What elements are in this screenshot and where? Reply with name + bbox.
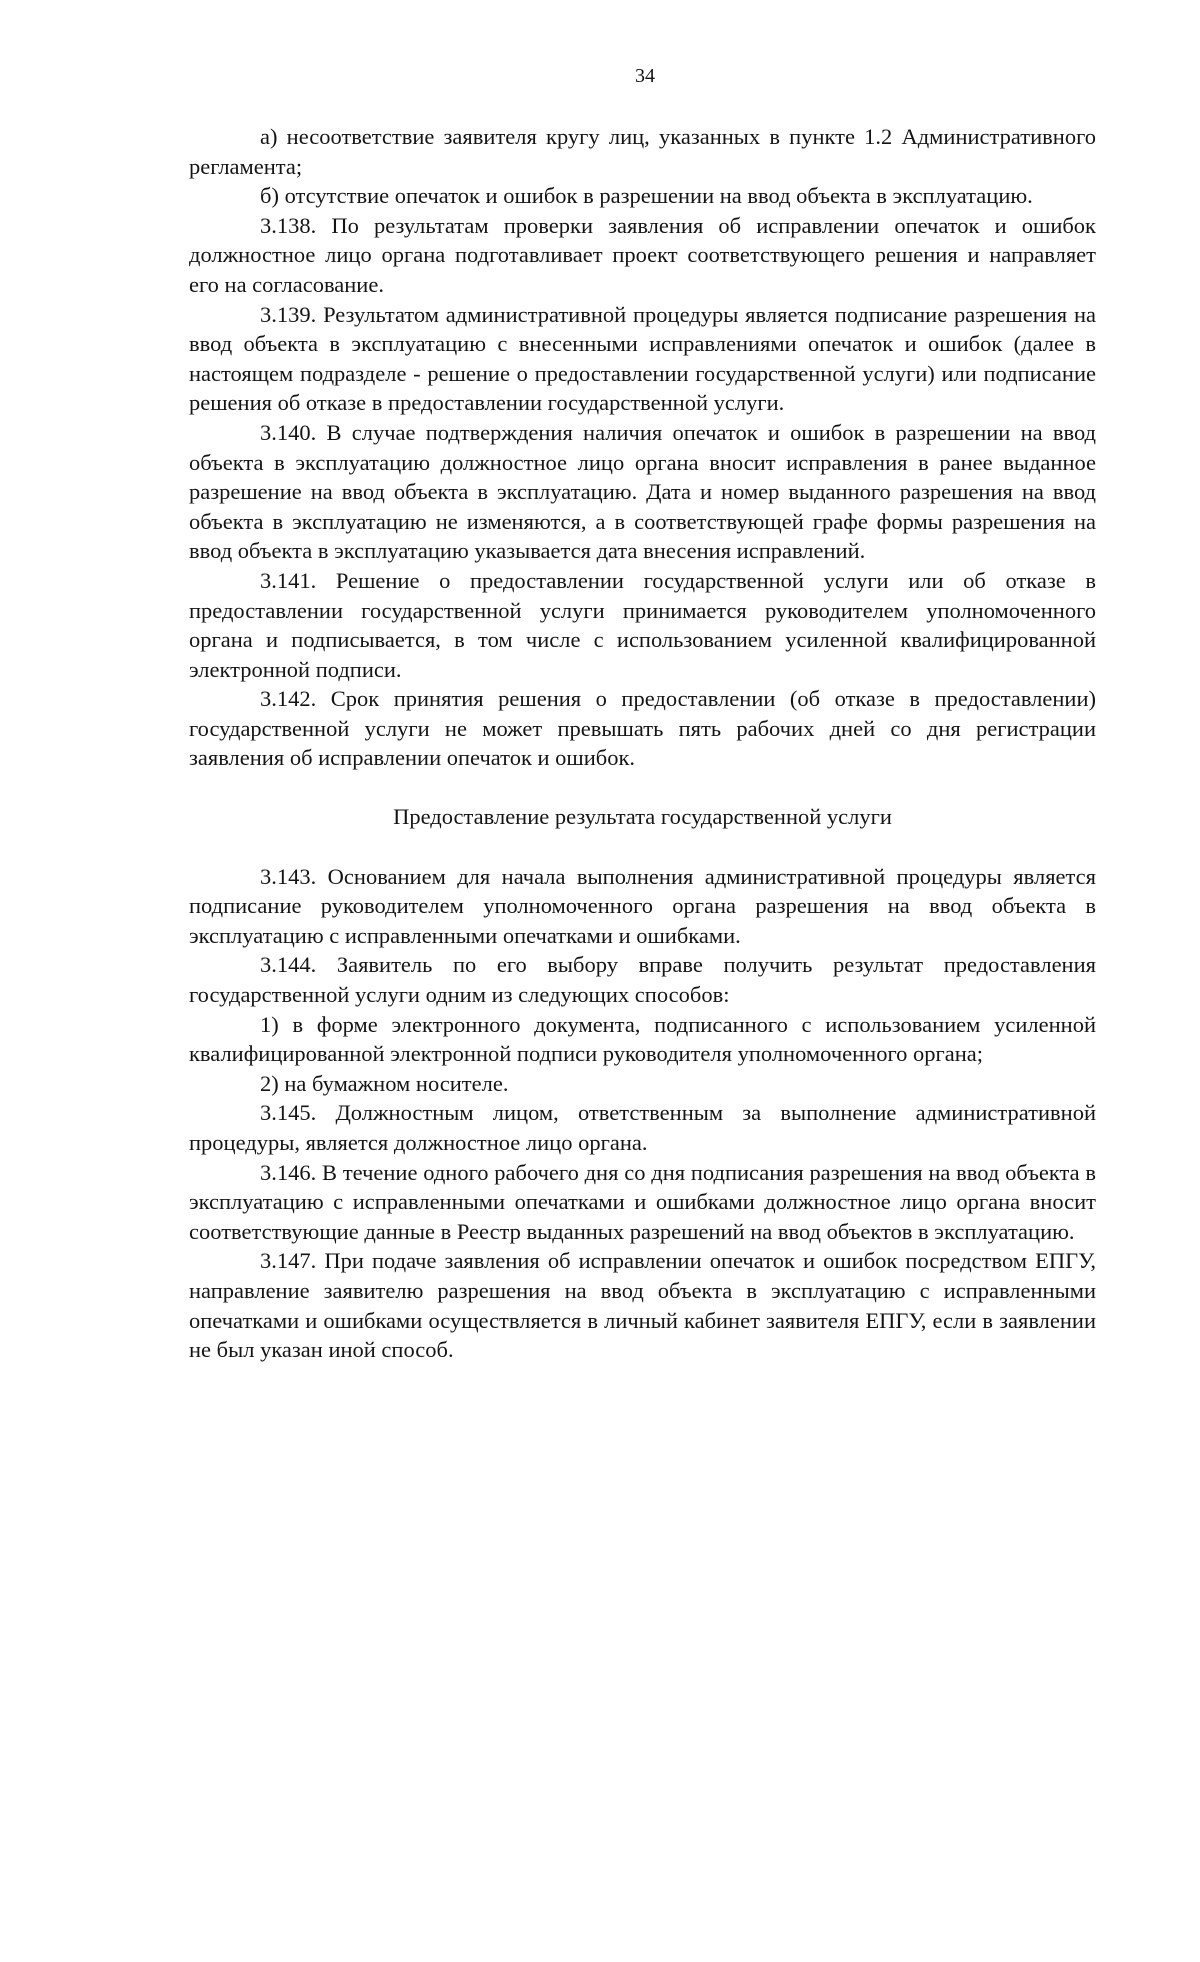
document-body [189, 122, 1096, 1365]
paragraph-3-139: 3.139. Результатом административной процедуры является подписание разрешения на ввод объекта в эксплуатацию с внесенными исправлениями опечаток и ошибок (далее в настоящем подразделе - решение о предоставлении государственной услуги) или подписание решения об отказе в предоставлении государственной услуги. [189, 301, 1096, 416]
paragraph-3-146: 3.146. В течение одного рабочего дня со дня подписания разрешения на ввод объекта в эксплуатацию с исправленными опечатками и ошибками должностное лицо органа вносит соответствующие данные в Реестр выданных разрешений на ввод объектов в эксплуатацию. [189, 1159, 1096, 1244]
paragraph-3-147: 3.147. При подаче заявления об исправлении опечаток и ошибок посредством ЕПГУ, направление заявителю разрешения на ввод объекта в эксплуатацию с исправленными опечатками и ошибками осуществляется в личный кабинет заявителя ЕПГУ, если в заявлении не был указан иной способ. [189, 1248, 1096, 1363]
section-heading: Предоставление результата государственной услуги [393, 804, 892, 830]
paragraph-3-141: 3.141. Решение о предоставлении государственной услуги или об отказе в предоставлении государственной услуги принимается руководителем уполномоченного органа и подписывается, в том числе с использованием усиленной квалифицированной электронной подписи. [189, 567, 1096, 682]
paragraph-option-2: 2) на бумажном носителе. [260, 1070, 509, 1096]
paragraph-item-a: а) несоответствие заявителя кругу лиц, указанных в пункте 1.2 Административного регламента; [189, 124, 1096, 179]
paragraph-option-1: 1) в форме электронного документа, подписанного с использованием усиленной квалифицированной электронной подписи руководителя уполномоченного органа; [189, 1011, 1096, 1067]
paragraph-3-140: 3.140. В случае подтверждения наличия опечаток и ошибок в разрешении на ввод объекта в эксплуатацию должностное лицо органа вносит исправления в ранее выданное разрешение на ввод объекта в эксплуатацию. Дата и номер выданного разрешения на ввод объекта в эксплуатацию не изменяются, а в соответствующей графе формы разрешения на ввод объекта в эксплуатацию указывается дата внесения исправлений. [189, 419, 1096, 564]
paragraph-3-142: 3.142. Срок принятия решения о предоставлении (об отказе в предоставлении) государственной услуги не может превышать пять рабочих дней со дня регистрации заявления об исправлении опечаток и ошибок. [189, 686, 1096, 771]
paragraph-3-143: 3.143. Основанием для начала выполнения административной процедуры является подписание руководителем уполномоченного органа разрешения на ввод объекта в эксплуатацию с исправленными опечатками и ошибками. [189, 863, 1096, 948]
paragraph-3-144: 3.144. Заявитель по его выбору вправе получить результат предоставления государственной услуги одним из следующих способов: [189, 952, 1096, 1008]
paragraph-3-145: 3.145. Должностным лицом, ответственным за выполнение административной процедуры, является должностное лицо органа. [189, 1100, 1096, 1155]
paragraph-item-b: б) отсутствие опечаток и ошибок в разрешении на ввод объекта в эксплуатацию. [260, 183, 1033, 209]
paragraph-3-138: 3.138. По результатам проверки заявления об исправлении опечаток и ошибок должностное лицо органа подготавливает проект соответствующего решения и направляет его на согласование. [189, 212, 1096, 297]
page-number: 34 [635, 65, 655, 87]
